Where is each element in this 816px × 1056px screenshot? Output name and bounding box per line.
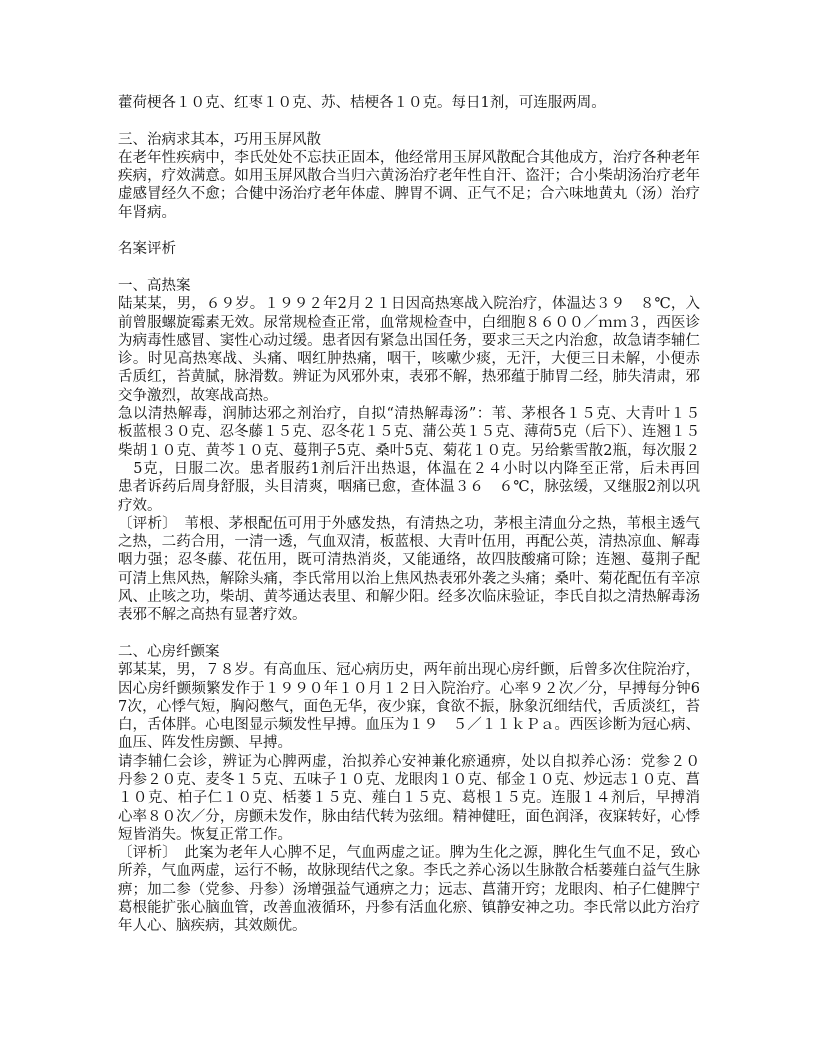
paragraph	[118, 661, 700, 752]
paragraph-line: 板蓝根３０克、忍冬藤１５克、忍冬花１５克、蒲公英１５克、薄荷5克（后下）、连翘１５	[118, 424, 700, 441]
blank-line	[118, 259, 700, 277]
paragraph-line: 表邪不解之高热有显著疗效。	[118, 607, 307, 624]
paragraph-line: 所养，气血两虚，运行不畅，故脉现结代之象。李氏之养心汤以生脉散合栝蒌薤白益气生脉	[118, 863, 700, 880]
heading-text: 一、高热案	[118, 277, 191, 294]
paragraph-line: 咽力强；忍冬藤、花伍用，既可清热消炎，又能通络，故四肢酸痛可除；连翘、蔓荆子配	[118, 552, 700, 569]
paragraph	[118, 149, 700, 222]
paragraph-line: 心率８０次／分，房颤未发作，脉由结代转为弦细。精神健旺，面色润泽，夜寐转好，心悸	[118, 808, 700, 825]
section-heading	[118, 643, 700, 661]
paragraph-line: 可清上焦风热，解除头痛，李氏常用以治上焦风热表邪外袭之头痛；桑叶、菊花配伍有辛凉	[118, 570, 700, 587]
paragraph-line: 年肾病。	[118, 204, 176, 221]
section-heading	[118, 131, 700, 149]
paragraph-line: 为病毒性感冒、窦性心动过缓。患者因有紧急出国任务，要求三天之内治愈，故急请李辅仁	[118, 332, 700, 349]
paragraph-line: 血压、阵发性房颤、早搏。	[118, 735, 292, 752]
heading-text: 名案评析	[118, 241, 176, 258]
paragraph-line: 诊。时见高热寒战、头痛、咽红肿热痛，咽干，咳嗽少痰，无汗，大便三日未解，小便赤	[118, 351, 700, 368]
paragraph-line: 舌质红，苔黄腻，脉滑数。辨证为风邪外束，表邪不解，热邪蕴于肺胃二经，肺失清肃，邪	[118, 369, 700, 386]
paragraph-line: 陆某某，男，６９岁。１９９２年2月２１日因高热寒战入院治疗，体温达３９ ８℃，入	[118, 296, 700, 313]
paragraph-line: １０克、柏子仁１０克、栝蒌１５克、薤白１５克、葛根１５克。连服１４剂后，早搏消	[118, 790, 700, 807]
paragraph-line: 患者诉药后周身舒服，头目清爽，咽痛已愈，查体温３６ ６℃，脉弦缓，又继服2剂以巩	[118, 479, 700, 496]
blank-line	[118, 222, 700, 240]
section-heading	[118, 277, 700, 295]
paragraph	[118, 94, 700, 112]
paragraph	[118, 844, 700, 935]
paragraph-line: 年人心、脑疾病，其效颇优。	[118, 918, 307, 935]
paragraph	[118, 405, 700, 515]
heading-text: 二、心房纤颤案	[118, 643, 220, 660]
blank-line	[118, 625, 700, 643]
paragraph-line: 藿荷梗各１０克、红枣１０克、苏、桔梗各１０克。每日1剂，可连服两周。	[118, 95, 606, 111]
paragraph	[118, 515, 700, 625]
paragraph-line: 之热，二药合用，一清一透，气血双清，板蓝根、大青叶伍用，再配公英，清热凉血、解毒	[118, 534, 700, 551]
paragraph-line: 柴胡１０克、黄芩１０克、蔓荆子5克、桑叶5克、菊花１０克。另给紫雪散2瓶，每次服２	[118, 442, 700, 459]
paragraph-line: 郭某某，男，７８岁。有高血压、冠心病历史，两年前出现心房纤颤，后曾多次住院治疗，	[118, 662, 700, 679]
paragraph-line: 请李辅仁会诊，辨证为心脾两虚，治拟养心安神兼化瘀通痹，处以自拟养心汤：党参２０	[118, 753, 700, 770]
paragraph-line: 虚感冒经久不愈；合健中汤治疗老年体虚、脾胃不调、正气不足；合六味地黄丸（汤）治疗	[118, 186, 700, 203]
heading-text: 三、治病求其本，巧用玉屏风散	[118, 131, 321, 148]
section-heading	[118, 240, 700, 258]
paragraph-line: 风、止咳之功，柴胡、黄芩通达表里、和解少阳。经多次临床验证，李氏自拟之清热解毒汤	[118, 589, 700, 606]
paragraph-line: 白，舌体胖。心电图显示频发性早搏。血压为１９ ５／１１ｋＰａ。西医诊断为冠心病、	[118, 717, 700, 734]
paragraph-line: 疾病，疗效满意。如用玉屏风散合当归六黄汤治疗老年性自汗、盗汗；合小柴胡汤治疗老年	[118, 168, 700, 185]
document-page	[118, 94, 700, 936]
paragraph-line: 前曾服螺旋霉素无效。尿常规检查正常，血常规检查中，白细胞８６００／ｍｍ３，西医诊	[118, 314, 700, 331]
paragraph-line: 因心房纤颤频繁发作于１９９０年１０月１２日入院治疗。心率９２次／分，早搏每分钟6	[118, 680, 700, 697]
paragraph	[118, 295, 700, 405]
paragraph-line: 疗效。	[118, 497, 162, 514]
paragraph-line: 在老年性疾病中，李氏处处不忘扶正固本，他经常用玉屏风散配合其他成方，治疗各种老年	[118, 149, 700, 166]
paragraph-line: 7次，心悸气短，胸闷憋气，面色无华，夜少寐，食欲不振，脉象沉细结代，舌质淡红，苔	[118, 698, 700, 715]
paragraph-line: 〔评析〕 苇根、茅根配伍可用于外感发热，有清热之功，茅根主清血分之热，苇根主透气	[118, 515, 700, 532]
paragraph-line: 急以清热解毒，润肺达邪之剂治疗，自拟“清热解毒汤”：苇、茅根各１５克、大青叶１５	[118, 406, 700, 423]
paragraph-line: 5克，日服二次。患者服药1剂后汗出热退，体温在２４小时以内降至正常，后未再回	[133, 460, 700, 477]
paragraph-line: 交争激烈，故寒战高热。	[118, 387, 278, 404]
paragraph-line: 丹参２０克、麦冬１５克、五味子１０克、龙眼肉１０克、郁金１０克、炒远志１０克、菖	[118, 771, 700, 788]
paragraph-line: 葛根能扩张心脑血管，改善血液循环，丹参有活血化瘀、镇静安神之功。李氏常以此方治疗	[118, 900, 700, 917]
paragraph-line: 〔评析〕 此案为老年人心脾不足，气血两虚之证。脾为生化之源，脾化生气血不足，致心	[118, 845, 700, 862]
paragraph	[118, 753, 700, 844]
paragraph-line: 短皆消失。恢复正常工作。	[118, 826, 292, 843]
paragraph-line: 痹；加二参（党参、丹参）汤增强益气通痹之力；远志、菖蒲开窍；龙眼肉、柏子仁健脾宁	[118, 881, 700, 898]
blank-line	[118, 112, 700, 130]
